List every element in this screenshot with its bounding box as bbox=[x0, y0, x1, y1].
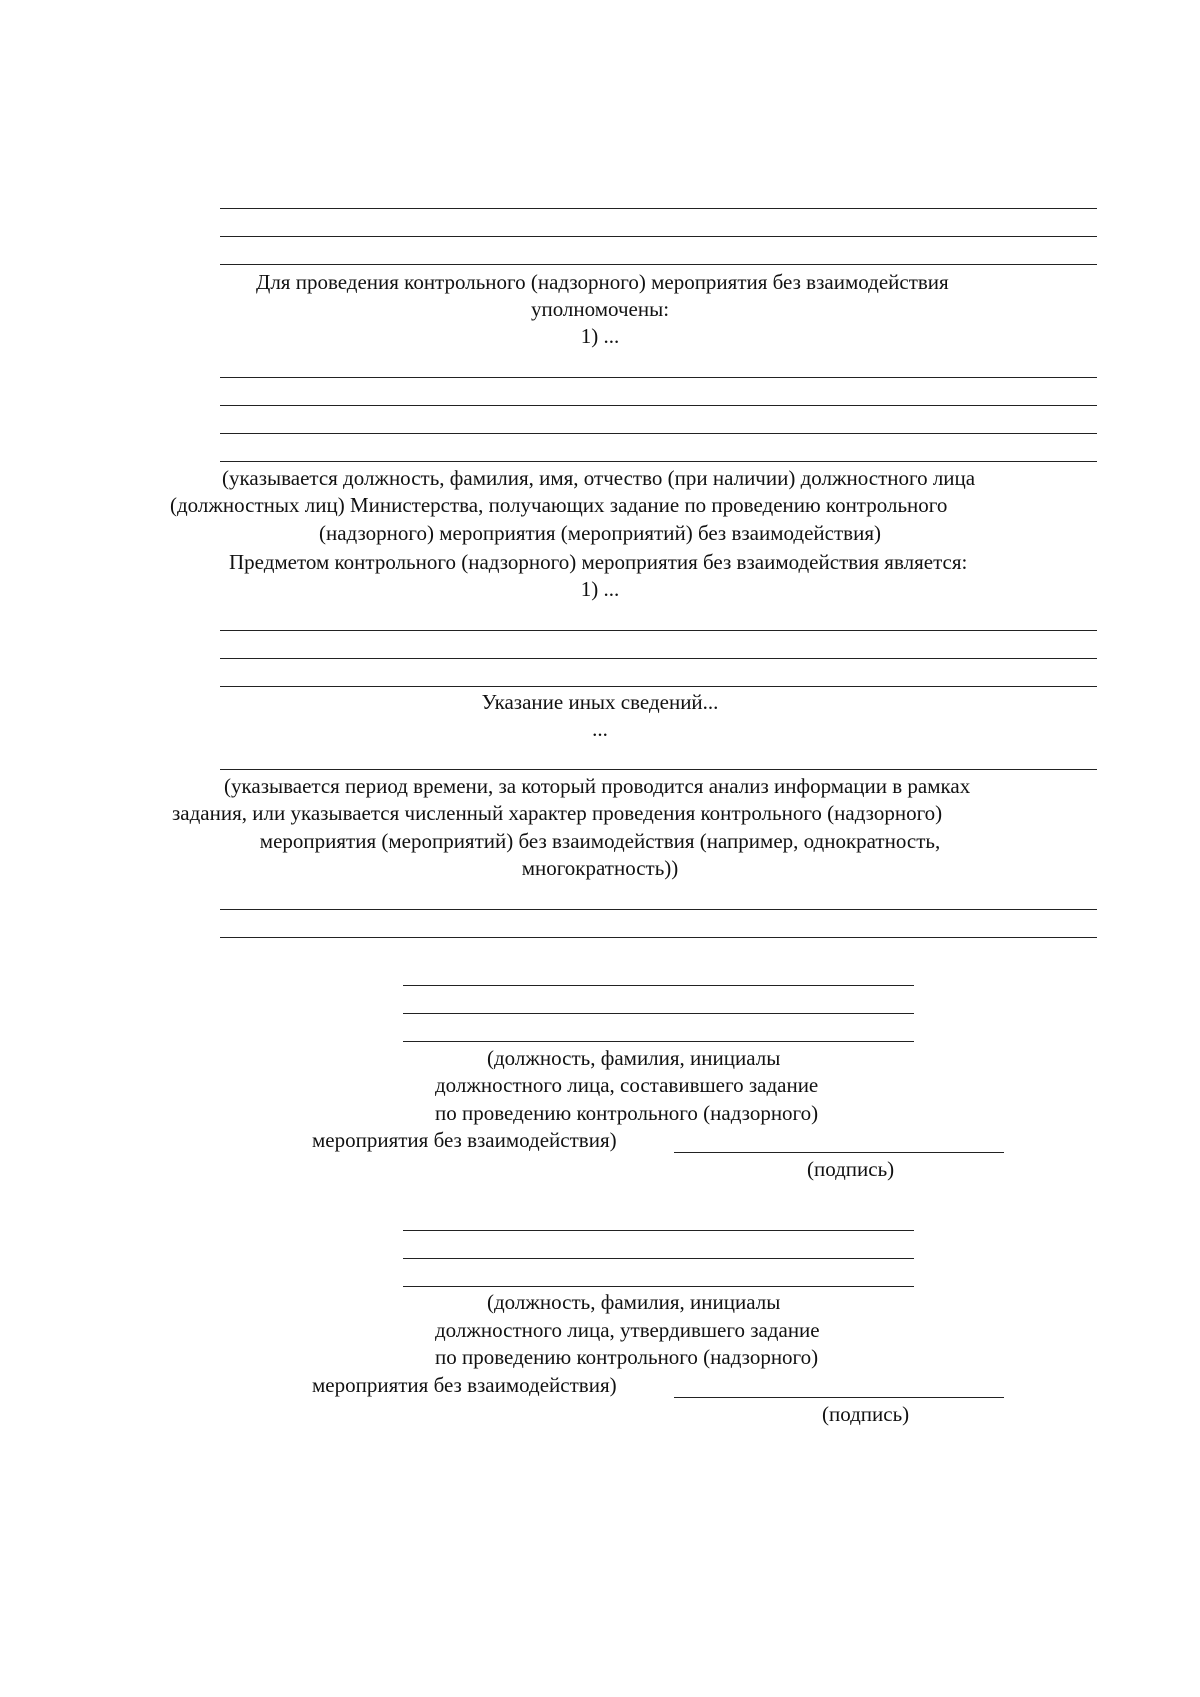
blank-line bbox=[220, 630, 1097, 631]
period-note-line-4: многократность)) bbox=[521, 856, 679, 880]
blank-line bbox=[220, 686, 1097, 687]
blank-line bbox=[220, 461, 1097, 462]
approver-caption-line-2: должностного лица, утвердившего задание bbox=[435, 1318, 820, 1342]
composer-caption-line-3: по проведению контрольного (надзорного) bbox=[435, 1101, 819, 1125]
authorized-heading-continued: уполномочены: bbox=[530, 297, 670, 321]
blank-line bbox=[220, 405, 1097, 406]
officials-note-line-3: (надзорного) мероприятия (мероприятий) без взаимодействия) bbox=[319, 521, 881, 545]
position-line bbox=[403, 1041, 914, 1042]
position-line bbox=[403, 1286, 914, 1287]
blank-line bbox=[220, 236, 1097, 237]
blank-line bbox=[220, 377, 1097, 378]
blank-line bbox=[220, 769, 1097, 770]
blank-line bbox=[220, 208, 1097, 209]
other-info-ellipsis: ... bbox=[592, 717, 608, 741]
subject-item: 1) ... bbox=[580, 577, 620, 601]
position-line bbox=[403, 1258, 914, 1259]
authorized-heading: Для проведения контрольного (надзорного) мероприятия без взаимодействия bbox=[256, 270, 949, 294]
composer-signature-line bbox=[674, 1152, 1004, 1153]
composer-caption-line-2: должностного лица, составившего задание bbox=[435, 1073, 819, 1097]
composer-caption-line-1: (должность, фамилия, инициалы bbox=[487, 1046, 781, 1070]
officials-note-line-1: (указывается должность, фамилия, имя, отчество (при наличии) должностного лица bbox=[222, 466, 976, 490]
blank-line bbox=[220, 909, 1097, 910]
period-note-line-3: мероприятия (мероприятий) без взаимодействия (например, однократность, bbox=[259, 829, 941, 853]
officials-note-line-2: (должностных лиц) Министерства, получающих задание по проведению контрольного bbox=[170, 493, 948, 517]
blank-line bbox=[220, 264, 1097, 265]
approver-signature-caption: (подпись) bbox=[822, 1402, 910, 1426]
position-line bbox=[403, 985, 914, 986]
position-line bbox=[403, 1230, 914, 1231]
blank-line bbox=[220, 658, 1097, 659]
authorized-item: 1) ... bbox=[580, 324, 620, 348]
period-note-line-2: задания, или указывается численный характер проведения контрольного (надзорного) bbox=[172, 801, 943, 825]
blank-line bbox=[220, 433, 1097, 434]
position-line bbox=[403, 1013, 914, 1014]
approver-caption-line-3: по проведению контрольного (надзорного) bbox=[435, 1345, 819, 1369]
approver-caption-line-1: (должность, фамилия, инициалы bbox=[487, 1290, 781, 1314]
approver-caption-line-4: мероприятия без взаимодействия) bbox=[312, 1373, 617, 1397]
subject-heading: Предметом контрольного (надзорного) мероприятия без взаимодействия является: bbox=[229, 550, 968, 574]
period-note-line-1: (указывается период времени, за который проводится анализ информации в рамках bbox=[224, 774, 971, 798]
approver-signature-line bbox=[674, 1397, 1004, 1398]
other-info-text: Указание иных сведений... bbox=[481, 690, 719, 714]
composer-signature-caption: (подпись) bbox=[807, 1157, 895, 1181]
blank-line bbox=[220, 937, 1097, 938]
composer-caption-line-4: мероприятия без взаимодействия) bbox=[312, 1128, 617, 1152]
